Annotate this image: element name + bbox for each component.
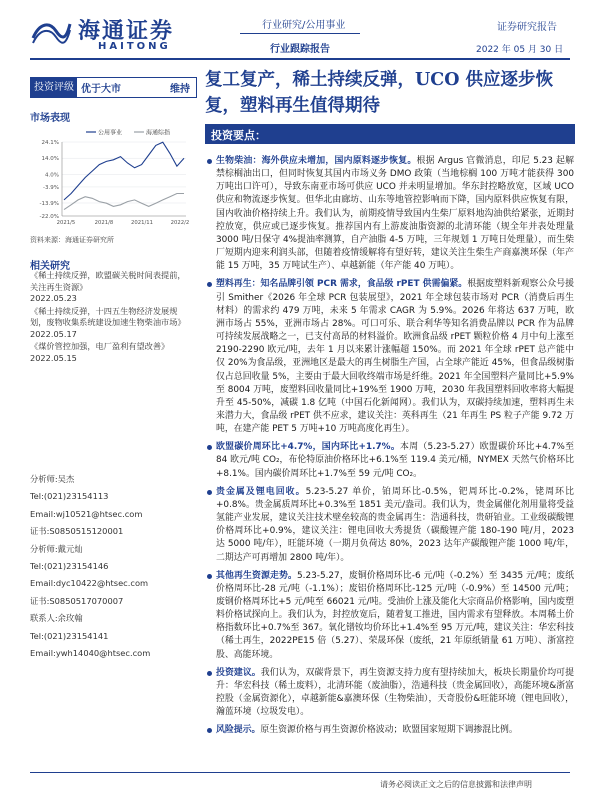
key-point-body: 5.23-5.27，废铜价格周环比-6 元/吨（-0.2%）至 3435 元/吨；废纸价格周环比-28 元/吨（-1.1%）；废铝价格周环比-125 元/吨（-0.9%）至 14500 元/吨；废钢价格周环比+5 元/吨至 66021 元/吨。受油价上涨及能化大宗商品价格影响，国内废塑料价格试探向上。我们认为，封控放宽后，随着复工推进，国内需求有望释放。本周稀土价格指数环比+0.7%至 367。氧化镨钕均价环比+1.4%至 95 万元/吨，建议关注：华宏科技（稀土再生，2022PE15 倍（5.27）、荣晟环保（废纸，21 年原纸销量 61 万吨）、浙富控股、高能环境。	[216, 570, 575, 660]
analyst-line: Tel:(021)23154141	[30, 630, 109, 641]
x-tick-label: 2021/8	[94, 220, 114, 226]
bullet-icon	[207, 728, 212, 733]
bullet-icon	[207, 159, 212, 164]
x-tick-label: 2021/5	[56, 220, 76, 226]
key-point	[205, 667, 574, 720]
key-point-body: 5.23-5.27 单价，铂周环比-0.5%，钯周环比-0.2%，铑周环比+0.8%。贵金属质周环比+0.3%至 1851 美元/盎司。我们认为，贵金属催化剂用量将受益氢能产业发展，建议关注技术壁垒较高的贵金属再生：浩通科技，贵研铂业。工业级碳酸锂价格周环比+0.9%，建议关注：锂电回收大秀提货（碳酸锂产能 180-190 吨/月，2023 达 5000 吨/年），旺能环境（一期月负荷达 80%，2023 达年产碳酸锂产能 1000 吨/年，二期达产可再增加 2800 吨/年）。	[216, 486, 575, 563]
chart-source: 资料来源：海通证券研究所	[30, 236, 114, 244]
y-tick-label: -22.0%	[39, 214, 59, 220]
y-tick-label: 4.0%	[45, 172, 59, 179]
header-divider	[240, 33, 360, 34]
related-item-date: 2022.05.15	[30, 352, 77, 363]
related-item-text: 《煤价管控加强，电厂盈利有望改善》	[30, 341, 170, 351]
legend-label-0: 公用事业	[98, 129, 123, 137]
report-label: 证券研究报告	[497, 22, 557, 33]
key-point-body: 根据 Argus 官微消息，印尼 5.23 起解禁棕榈油出口，但同时恢复其国内市场义务 DMO 政策（当地棕榈 100 万吨才能获得 300 万吨出口许可），导致东南亚市场可供应 UCO 并未明显增加。华东封控略放宽，区域 UCO 供应和物流逐步恢复。但华北由廊坊、山东等地管控影响而下降，国内原料供应恢复有限，国内收油价格持续上升。我们认为，前期疫情导致国内生柴厂原料地沟油供给紧张，近期封控放宽，供应或已逐步恢复。推荐国内有上游废油脂资源的北清环能（规全年并表处理量 3000 吨/日保守 4%提油率测算，自产油脂 4-5 万吨，三年规划 1 万吨日处理量），而生柴厂短期内迎来利润头部，但随着疫情缓解将有望好转，建议关注生柴生产商嘉澳环保（年产能 15 万吨，35 万吨试生产）、卓越新能（年产能 40 万吨）。	[216, 156, 575, 272]
key-point-head: 贵金属及锂电回收。	[216, 486, 306, 497]
bullet-icon	[207, 445, 212, 450]
analyst-contacts	[30, 471, 190, 662]
key-point-body: 原生资源价格与再生资源价格波动；欧盟国家短期下调掺混比例。	[260, 725, 518, 736]
analyst-line: Tel:(021)23154113	[30, 491, 109, 502]
analyst-line: Tel:(021)23154146	[30, 561, 109, 572]
related-item-text: 《稀土持续反弹，十四五生物经济发展规划，废物收集系统建设加速生物柴油市场》	[30, 305, 186, 327]
key-point-body: 本周（5.23-5.27）欧盟碳价环比+4.7%至 84 欧元/吨 CO₂，布伦特原油价格环比+6.1%至 119.4 美元/桶，NYMEX 天然气价格环比+8.1%。国内碳价周环比+1.7%至 59 元/吨 CO₂。	[216, 442, 574, 479]
related-item-text: 《稀土持续反弹，欧盟碳关税时间表提前，关注再生资源》	[30, 270, 186, 292]
key-point	[205, 570, 574, 662]
related-heading: 相关研究	[30, 261, 70, 272]
bullet-icon	[207, 574, 212, 579]
analyst-line: 分析师:吴杰	[30, 474, 75, 484]
related-item-date: 2022.05.17	[30, 328, 77, 339]
key-point	[205, 155, 574, 273]
key-point	[205, 441, 574, 480]
analyst-line: 联系人:余玫翰	[30, 613, 83, 624]
analyst-line: 证书:S0850517070007	[30, 595, 124, 606]
company-name-cn: 海通证券	[78, 18, 175, 44]
bullet-icon	[207, 282, 212, 287]
company-name-en: HAITONG	[98, 41, 171, 52]
y-tick-label: 14.0%	[41, 156, 59, 163]
analyst-line[interactable]: Email:wj10521@htsec.com	[30, 508, 143, 519]
analyst-line: 证书:S0850515120001	[30, 526, 124, 537]
key-point	[205, 486, 574, 565]
y-tick-label: -13.9%	[39, 200, 59, 207]
rating-label: 投资评级	[31, 78, 77, 97]
market-heading: 市场表现	[30, 113, 70, 124]
rating-box	[30, 77, 197, 98]
key-point-head: 生物柴油：海外供应未增加，国内原料逐步恢复。	[216, 156, 417, 166]
related-item[interactable]	[30, 270, 190, 305]
footer-rule	[30, 772, 570, 773]
key-point-head: 投资建议。	[216, 667, 261, 678]
series-line-0	[64, 142, 184, 200]
y-tick-label: -3.9%	[43, 184, 59, 191]
key-point-head: 其他再生资源走势。	[216, 570, 297, 581]
report-type: 行业跟踪报告	[270, 44, 330, 55]
haitong-logo-icon	[30, 16, 72, 46]
key-point-body: 我们认为，双碳背景下，再生资源支持力度有望持续加大，板块长期量价均可提升：华宏科技（稀土废料），北清环能（废油脂），浩通科技（贵金属回收），高能环境&浙富控股（金属资源化），卓越新能&嘉澳环保（生物柴油），天奇股份&旺能环境（锂电回收），瀚蓝环境（垃圾发电）。	[216, 667, 575, 718]
analyst-line: 分析师:戴元灿	[30, 543, 83, 554]
rating-value: 优于大市	[81, 84, 121, 95]
legend-label-1: 海通综指	[146, 129, 171, 137]
bullet-icon	[207, 490, 212, 495]
related-item-date: 2022.05.23	[30, 293, 77, 303]
x-tick-label: 2022/2	[170, 220, 190, 226]
x-tick-label: 2021/11	[130, 220, 154, 226]
analyst-line[interactable]: Email:ywh14040@htsec.com	[30, 648, 151, 659]
series-line-1	[64, 194, 184, 210]
related-list	[30, 270, 190, 365]
footer-disclaimer: 请务必阅读正文之后的信息披露和法律声明	[380, 780, 532, 789]
key-points-title: 投资要点：	[211, 129, 266, 142]
related-item[interactable]	[30, 306, 190, 341]
report-category: 行业研究/公用事业	[262, 20, 346, 31]
key-point-head: 风险提示。	[216, 725, 261, 736]
market-performance-chart	[30, 126, 190, 231]
analyst-line[interactable]: Email:dyc10422@htsec.com	[30, 578, 149, 589]
report-date: 2022 年 05 月 30 日	[476, 45, 564, 55]
key-points-body	[205, 155, 574, 743]
key-point-head: 欧盟碳价周环比+4.7%，国内环比+1.7%。	[216, 442, 401, 453]
header-rule	[30, 58, 570, 60]
key-point-body: 根据废塑料新观察公众号援引 Smither《2026 年全球 PCR 包装展望》，2021 年全球包装市场对 PCR（消费后再生材料）的需求约 479 万吨，未来 5 年需求 CAGR 为 5.9%。2026 年将达 637 万吨，欧洲市场占 55%，亚洲市场占 28%。可口可乐、联合利华等知名消费品牌以 PCR 作为品牌可持续发展战略之一，已支付高昂的材料溢价。欧洲食品级 rPET 颗粒价格 4 月中旬上涨至 2190-2290 欧元/吨，去年 1 月以来累计涨幅超 150%。而 2021 年全球 rPET 总产能中仅 20%为食品级，亚洲地区是最大的再生树脂生产国，占全球产能近 45%，但食品级树脂仅占总回收量 5%，主要由于最大回收终端市场是纤维。2021 年全国塑料产量同比+5.9%至 8004 万吨，废塑料回收量同比+19%至 1900 万吨，2030 年我国塑料回收率将大幅提升至 45-50%，减碳 1.8 亿吨（中国石化新闻网）。我们认为，双碳持续加速，塑料再生未来潜力大，食品级 rPET 供不应求，建议关注：英科再生（21 年再生 PS 粒子产能 9.72 万吨，在建产能 PET 5 万吨+10 万吨高度化再生）。	[216, 279, 574, 435]
related-item[interactable]	[30, 341, 190, 364]
key-point-head: 塑料再生：知名品牌引领 PCR 需求，食品级 rPET 供需偏紧。	[216, 279, 468, 290]
rating-status: 维持	[170, 84, 190, 95]
report-title: 复工复产，稀土持续反弹，UCO 供应逐步恢复，塑料再生值得期待	[205, 70, 554, 116]
y-tick-label: 24.1%	[41, 140, 59, 146]
key-point	[205, 724, 574, 737]
key-point	[205, 278, 574, 436]
bullet-icon	[207, 671, 212, 676]
